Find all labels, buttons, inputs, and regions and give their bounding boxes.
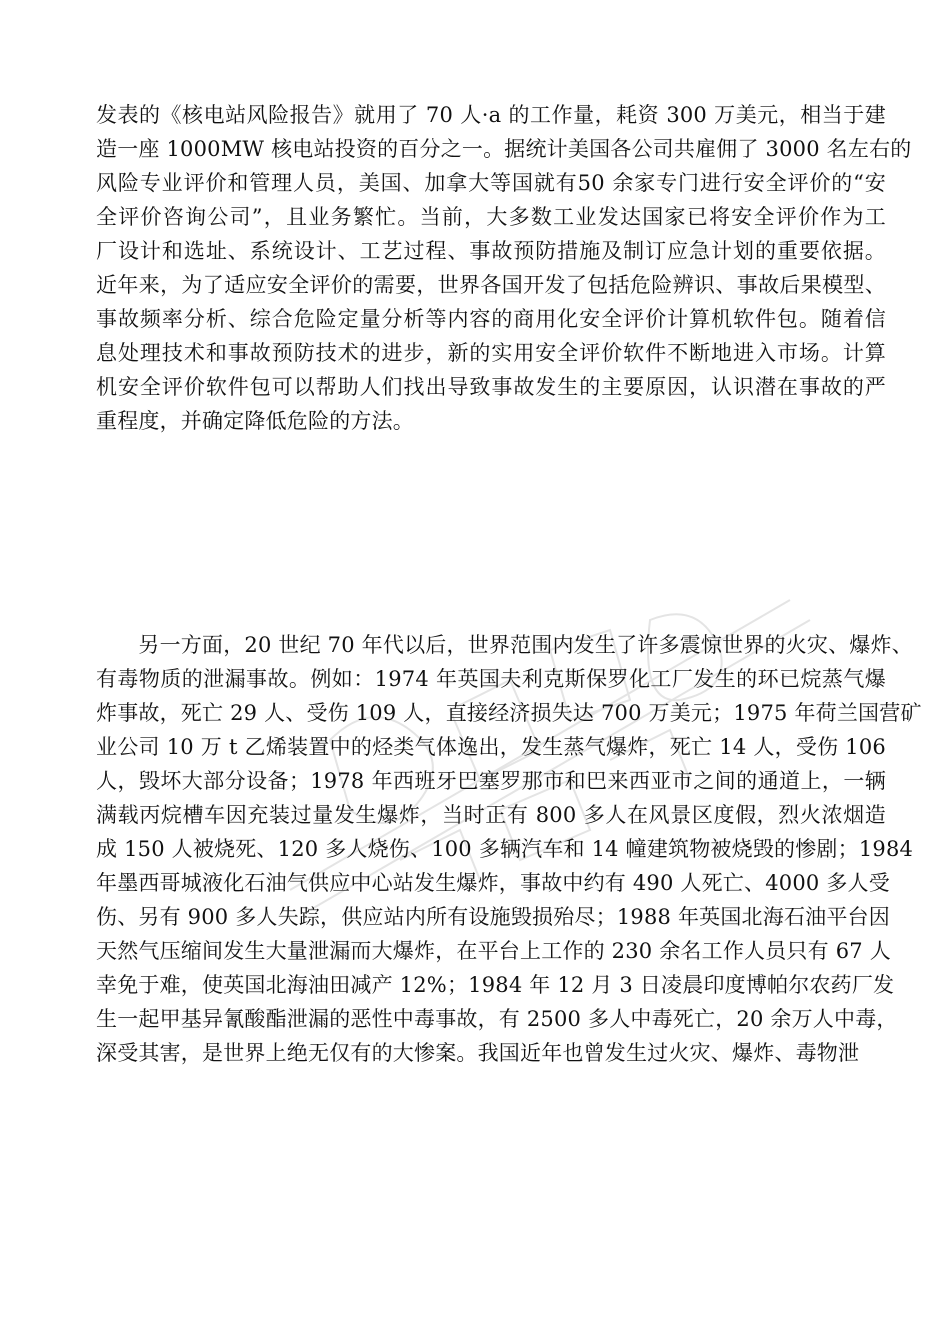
text-line: 幸免于难，使英国北海油田减产 12%；1984 年 12 月 3 日凌晨印度博帕尔农药厂发 xyxy=(96,973,895,997)
text-line: 造一座 1000MW 核电站投资的百分之一。据统计美国各公司共雇佣了 3000 名左右的 xyxy=(96,137,912,161)
text-line: 息处理技术和事故预防技术的进步，新的实用安全评价软件不断地进入市场。计算 xyxy=(96,341,886,365)
text-line: 人，毁坏大部分设备；1978 年西班牙巴塞罗那市和巴来西亚市之间的通道上，一辆 xyxy=(96,769,886,793)
text-line: 机安全评价软件包可以帮助人们找出导致事故发生的主要原因，认识潜在事故的严 xyxy=(96,375,886,399)
text-line: 天然气压缩间发生大量泄漏而大爆炸，在平台上工作的 230 余名工作人员只有 67 人 xyxy=(96,939,891,963)
text-line: 生一起甲基异氰酸酯泄漏的恶性中毒事故，有 2500 多人中毒死亡，20 余万人中毒， xyxy=(96,1007,898,1031)
text-line: 厂设计和选址、系统设计、工艺过程、事故预防措施及制订应急计划的重要依据。 xyxy=(96,239,886,263)
text-line: 伤、另有 900 多人失踪，供应站内所有设施毁损殆尽；1988 年英国北海石油平台因 xyxy=(96,905,890,929)
text-line: 事故频率分析、综合危险定量分析等内容的商用化安全评价计算机软件包。随着信 xyxy=(96,307,886,331)
text-line: 全评价咨询公司”，且业务繁忙。当前，大多数工业发达国家已将安全评价作为工 xyxy=(96,205,886,229)
text-line: 风险专业评价和管理人员，美国、加拿大等国就有50 余家专门进行安全评价的“安 xyxy=(96,171,886,195)
text-line: 年墨西哥城液化石油气供应中心站发生爆炸，事故中约有 490 人死亡、4000 多人受 xyxy=(96,871,890,895)
text-line: 成 150 人被烧死、120 多人烧伤、100 多辆汽车和 14 幢建筑物被烧毁的惨剧；1984 xyxy=(96,837,914,861)
text-line: 重程度，并确定降低危险的方法。 xyxy=(96,409,414,433)
text-line: 业公司 10 万 t 乙烯装置中的烃类气体逸出，发生蒸气爆炸，死亡 14 人，受伤 106 xyxy=(96,735,886,759)
text-line: 近年来，为了适应安全评价的需要，世界各国开发了包括危险辨识、事故后果模型、 xyxy=(96,273,886,297)
text-line: 有毒物质的泄漏事故。例如：1974 年英国夫利克斯保罗化工厂发生的环已烷蒸气爆 xyxy=(96,667,886,691)
text-line: 炸事故，死亡 29 人、受伤 109 人，直接经济损失达 700 万美元；1975 年荷兰国营矿 xyxy=(96,701,922,725)
paragraph-2 xyxy=(96,628,922,1070)
paragraph-1 xyxy=(96,98,912,438)
text-line: 发表的《核电站风险报告》就用了 70 人·a 的工作量，耗资 300 万美元，相当于建 xyxy=(96,103,886,127)
text-line: 另一方面，20 世纪 70 年代以后，世界范围内发生了许多震惊世界的火灾、爆炸、 xyxy=(96,633,913,657)
text-line: 满载丙烷槽车因充装过量发生爆炸，当时正有 800 多人在风景区度假，烈火浓烟造 xyxy=(96,803,886,827)
text-line: 深受其害，是世界上绝无仅有的大惨案。我国近年也曾发生过火灾、爆炸、毒物泄 xyxy=(96,1041,860,1065)
